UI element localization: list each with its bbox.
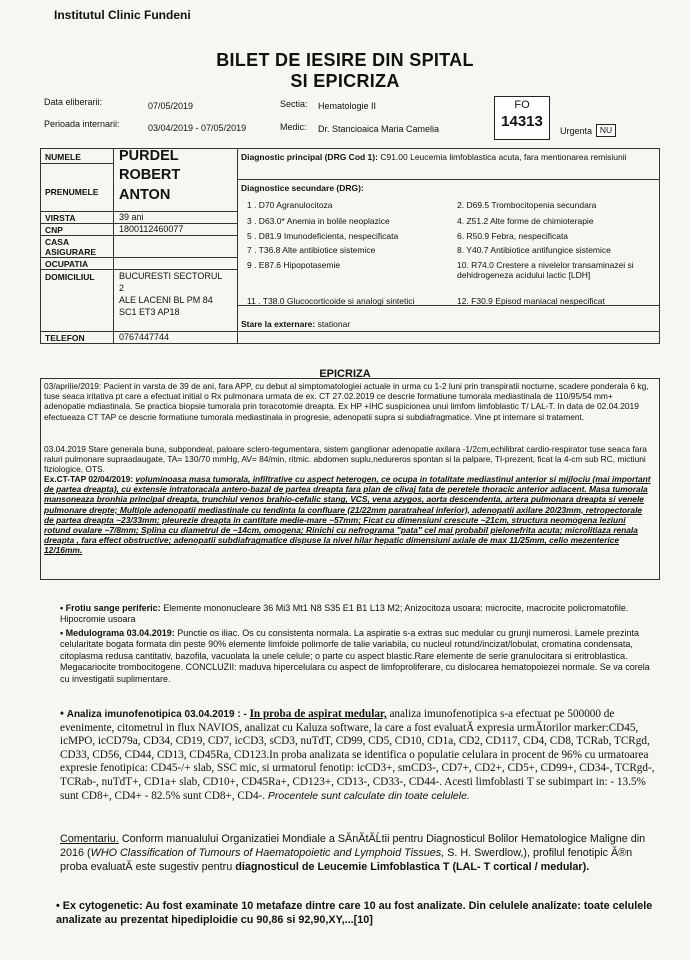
- immunophenotype-tail: Procentele sunt calculate din toate celulele.: [267, 789, 470, 802]
- firstname-value-1: ROBERT: [119, 167, 181, 183]
- epicriza-title: EPICRIZA: [319, 368, 371, 380]
- medulogram-text: Punctie os iliac. Os cu consistenta normala. La aspiratie s-a extras suc medular cu grunji numerosi. Lamele prezinta celularitate bogata formata din peste 90% elemente limfoide polimorfe de talie variabila, cu nucleul rotund/incizat/lobulat, cromatina condensata, citoplasma redusa cantitativ, bazofila, vacuolata la unele celule; o parte cu aspect blastic.Rare elemente de serie granulocitara si eritroblastica. Megacariocite trombocitogene. CONCLUZII: maduva hipercelulara cu aspect de limfoproliferare, cu dislocarea hematopoiezei normale. Se va corela cu investigatii suplimentare.: [60, 628, 650, 684]
- comment-text-2: S. H. Swerdlow,), profilul fenotipic Ă®n proba evaluatĂ este sugestiv pentru: [60, 846, 633, 873]
- discharge-state-label: Stare la externare:: [241, 319, 316, 329]
- principal-diagnosis-value: C91.00 Leucemia limfoblastica acuta, fara mentionarea remisiunii: [380, 152, 627, 162]
- discharge-state: [241, 319, 350, 329]
- immunophenotype-section: • Analiza imunofenotipica 03.04.2019 : - In proba de aspirat medular, analiza imunofenotipica s-a efectuat pe 500000 de evenimente, citometrul in flux NAVIOS, analizat cu Kaluza software, la care a fost evaluatĂ expresia urmĂtorilor marker:CD45, icMPO, icCD79a, CD34, CD19, CD7, icCD3, sCD3, nuTdT, CD99, CD5, CD10, CD1a, CD2, CD117, CD4, CD8, TCRab, TCRgd, CD33, CD56, CD44, CD13, CD45Ra, CD123.In proba analizata se identifica o populatie celulara in procent de 96% cu urmatoarea expresie fenotipica: CD45-/+ slab, SSC mic, si urmatorul fenotip: icCD3+, smCD3-, CD7+, CD2+, CD5+, CD99+, CD34-, TCRgd-, TCRab-, nuTdT+, CD1a+ slab, CD10+, CD45Ra+, CD123+, CD13-, CD33-, CD44-. Acesti limfoblasti T se subimpart in: - 13.5% sunt CD8+, CD4+ - 82.5% sunt CD8+, CD4-. Procentele sunt calculate din toate celulele.: [60, 708, 655, 802]
- cnp-label: CNP: [45, 225, 63, 235]
- comment-italic: WHO Classification of Tumours of Haematopoietic and Lymphoid Tissues,: [90, 846, 445, 859]
- urgent-label: Urgenta: [560, 126, 593, 136]
- address-line-2: 2: [119, 283, 125, 293]
- cnp-value: 1800112460077: [119, 224, 184, 234]
- period-label: Perioada internarii:: [44, 119, 120, 129]
- comment-conclusion: diagnosticul de Leucemie Limfoblastica T (LAL- T cortical / medular).: [235, 860, 590, 873]
- diagnosis-item: 5 . D81.9 Imunodeficienta, nespecificata: [247, 231, 399, 241]
- urgent-value: NU: [596, 124, 616, 137]
- firstname-label: PRENUMELE: [45, 187, 99, 197]
- diagnosis-item: 11 . T38.0 Glucocorticoide si analogi sintetici: [247, 296, 415, 306]
- fo-label: FO: [514, 99, 530, 111]
- diagnosis-item: 4. Z51.2 Alte forme de chimioterapie: [457, 216, 594, 226]
- diagnosis-item: 6. R50.9 Febra, nespecificata: [457, 231, 569, 241]
- fo-number: 14313: [501, 113, 543, 130]
- age-label: VIRSTA: [45, 213, 76, 223]
- immunophenotype-text: analiza imunofenotipica s-a efectuat pe 500000 de evenimente, citometrul in flux NAVIOS, analizat cu Kaluza software, la care a fost evaluatĂ expresia urmĂtorilor marker:CD45, icMPO, icCD79a, CD34, CD19, CD7, icCD3, sCD3, nuTdT, CD99, CD5, CD10, CD1a, CD2, CD117, CD4, CD8, TCRab, TCRgd, CD33, CD56, CD44, CD13, CD45Ra, CD123.In proba analizata se identifica o populatie celulara in procent de 96% cu urmatoarea expresie fenotipica: CD45-/+ slab, SSC mic, si urmatorul fenotip: icCD3+, smCD3-, CD7+, CD2+, CD5+, CD99+, CD34-, TCRgd-, TCRab-, nuTdT+, CD1a+ slab, CD10+, CD45Ra+, CD123+, CD13-, CD33-, CD44-. Acesti limfoblasti T se subimpart in: - 13.5% sunt CD8+, CD4+ - 82.5% sunt CD8+, CD4-.: [60, 708, 655, 802]
- name-label: NUMELE: [45, 152, 81, 162]
- medulogram-section: • Medulograma 03.04.2019: Punctie os iliac. Os cu consistenta normala. La aspiratie s-a extras suc medular cu grunji numerosi. Lamele prezinta celularitate bogata formata din peste 90% elemente limfoide polimorfe de talie variabila, cu nucleul rotund/incizat/lobulat, cromatina condensata, citoplasma redusa cantitativ, bazofila, vacuolata la unele celule; o parte cu aspect blastic.Rare elemente de serie granulocitara si eritroblastica. Megacariocite trombocitogene. CONCLUZII: maduva hipercelulara cu aspect de limfoproliferare, cu dislocarea hematopoiezei normale. Se va corela cu investigatii suplimentare.: [60, 628, 650, 684]
- epicriza-exam: 03.04.2019 Stare generala buna, subpondeal, paloare sclero-tegumentara, sistem ganglionar adenopatie axilara -1/2cm,echilibrat cardio-respirator tuse seaca fara raluri pulmonare supraadaugate, TA= 130/70 mmHg, AV= 84/min, ritmic. abdomen suplu,nedureros spontan si la palpare, Tl-prezent, ficat la 4-cm sub RC, mictiuni fiziologice, OTS.: [44, 444, 647, 475]
- cytogenetic-heading: Ex cytogenetic:: [62, 900, 143, 912]
- discharge-state-value: stationar: [317, 319, 351, 329]
- phone-value: 0767447744: [119, 332, 170, 342]
- section-label: Sectia:: [280, 99, 308, 109]
- release-date-label: Data eliberarii:: [44, 97, 103, 107]
- diagnosis-item: 10. R74.0 Crestere a nivelelor transaminazei si dehidrogeneza acidului lactic [LDH]: [457, 260, 634, 280]
- medulogram-heading: Medulograma 03.04.2019:: [65, 628, 175, 638]
- cytogenetic-section: • Ex cytogenetic: Au fost examinate 10 metafaze dintre care 10 au fost analizate. Din celulele analizate: toate celulele analizate au prezentat hipediploidie cu 90,86 si 92,90,XY,...[10]: [56, 900, 653, 926]
- document-title-line1: BILET DE IESIRE DIN SPITAL: [216, 50, 474, 70]
- address-line-1: BUCURESTI SECTORUL: [119, 271, 223, 281]
- diagnosis-item: 2. D69.5 Trombocitopenia secundara: [457, 200, 597, 210]
- principal-diagnosis: [241, 152, 655, 162]
- diagnosis-item: 7 . T36.8 Alte antibiotice sistemice: [247, 245, 376, 255]
- comment-section: [60, 833, 656, 874]
- address-label: DOMICILIUL: [45, 272, 95, 282]
- address-line-3: ALE LACENI BL PM 84: [119, 295, 213, 305]
- institution-name: Institutul Clinic Fundeni: [54, 8, 191, 22]
- frotiu-text: Elemente mononucleare 36 Mi3 Mt1 N8 S35 E1 B1 L13 M2; Anizocitoza usoara: microcite, macrocite policromatofile. Hipocromie usoara: [60, 603, 629, 625]
- secondary-diagnosis-label: Diagnostice secundare (DRG):: [241, 183, 364, 193]
- diagnosis-item: 12. F30.9 Episod maniacal nespecificat: [457, 296, 605, 306]
- ct-heading: Ex.CT-TAP 02/04/2019:: [44, 474, 134, 484]
- comment-heading: Comentariu.: [60, 833, 119, 845]
- patient-diagnosis-box: [40, 148, 660, 344]
- cytogenetic-text: Au fost examinate 10 metafaze dintre care 10 au fost analizate. Din celulele analizate: toate celulele analizate au prezentat hipediploidie cu 90,86 si 92,90,XY,...[10]: [56, 900, 653, 926]
- insurance-label-1: CASA: [45, 237, 70, 247]
- document-title-line2: SI EPICRIZA: [290, 71, 400, 91]
- immunophenotype-heading: Analiza imunofenotipica 03.04.2019 : -: [66, 709, 247, 720]
- occupation-label: OCUPATIA: [45, 259, 89, 269]
- doctor-value: Dr. Stancioaica Maria Camelia: [318, 124, 440, 134]
- doctor-label: Medic:: [280, 122, 307, 132]
- diagnosis-item: 8. Y40.7 Antibiotice antifungice sistemice: [457, 245, 611, 255]
- address-line-4: SC1 ET3 AP18: [119, 307, 180, 317]
- epicriza-history: 03/aprilie/2019: Pacient in varsta de 39 de ani, fara APP, cu debut al simptomatologiei actuale in urma cu 1-2 luni prin transpiratii nocturne, scadere ponderala 6 kg, tuse seaca iritativa pt care a efectuat initial o Rx pulmonara urmata de ex. CT 27.02.2019 ce descrie formatiune tumorala mediastinala de 110/95/54 mm+ adenopatie mdiastinala. Se practica biopsie tumorala prin toracotomie dreapta. Ex HP +IHC suspicionea unui limfom limfoblastic T/ LAL-T. In data de 02.04.2019 efectueaza CT TAP ce descrie formatiune tumorala mediastinala in progresie, adenopatii supra si subdiafragmatice. Vine pt internare si tratament.: [44, 381, 649, 422]
- insurance-label-2: ASIGURARE: [45, 247, 97, 257]
- phone-label: TELEFON: [45, 333, 85, 343]
- frotiu-section: • Frotiu sange periferic: Elemente mononucleare 36 Mi3 Mt1 N8 S35 E1 B1 L13 M2; Anizocitoza usoara: microcite, macrocite policromatofile. Hipocromie usoara: [60, 603, 629, 625]
- name-value: PURDEL: [119, 148, 179, 164]
- immunophenotype-subheading: In proba de aspirat medular,: [249, 708, 387, 720]
- diagnosis-item: 9 . E87.6 Hipopotasemie: [247, 260, 341, 270]
- fo-box: [494, 96, 550, 140]
- epicriza-ct: [44, 474, 654, 556]
- period-value: 03/04/2019 - 07/05/2019: [148, 123, 247, 133]
- diagnosis-item: 1 . D70 Agranulocitoza: [247, 200, 333, 210]
- release-date-value: 07/05/2019: [148, 101, 194, 111]
- principal-diagnosis-label: Diagnostic principal (DRG Cod 1):: [241, 152, 378, 162]
- diagnosis-item: 3 . D63.0* Anemia in bolile neoplazice: [247, 216, 390, 226]
- frotiu-heading: Frotiu sange periferic:: [65, 603, 161, 613]
- firstname-value-2: ANTON: [119, 187, 171, 203]
- ct-findings: voluminoasa masa tumorala, infiltrative cu aspect heterogen, ce ocupa in totalitate mediastinul anterior si mijlociu (mai important de partea dreapta), cu extensie intratoracala antero-bazal de partea dreapta fara plan de clivaj fata de peretele thoracic anterior adiacent. Masa tumorala mansoneaza bronhia principal dreapta, trunchiul venos brahio-cefalic stang, VCS, vena azygos, aorta descendenta, artera pulmonara dreapta si venele pulmonare drepte; Multiple adenopatii mediastinale cu tendinta la confluare (21/22mm paratraheal inferior), adenopatii axilare 20/23mm, retropectorale de partea dreapta ~23/33mm; pleurezie dreapta in cantitate medie-mare ~57mm; Ficat cu dimensiuni crescute ~21cm, structura neomogena leziuni rotund ovalare ~7/8mm; Splina cu diametrul de ~14cm, omogena; Rinichi cu nefrograma "pata" cel mai probabil pielonefrita acuta; microlitiaza renala dreapta , fara effect obstructive; adenopatii subdiafragmatice dispuse la nivel hilar hepatic dimensiuni axiale de max 11/25mm, celio mezenterice 12/16mm.: [44, 474, 651, 556]
- section-value: Hematologie II: [318, 101, 377, 111]
- comment-text: Conform manualului Organizatiei Mondiale a SĂnĂtĂĹtii pentru Diagnosticul Bolilor Hematologice Maligne din 2016 (: [60, 833, 646, 859]
- age-value: 39 ani: [119, 212, 144, 222]
